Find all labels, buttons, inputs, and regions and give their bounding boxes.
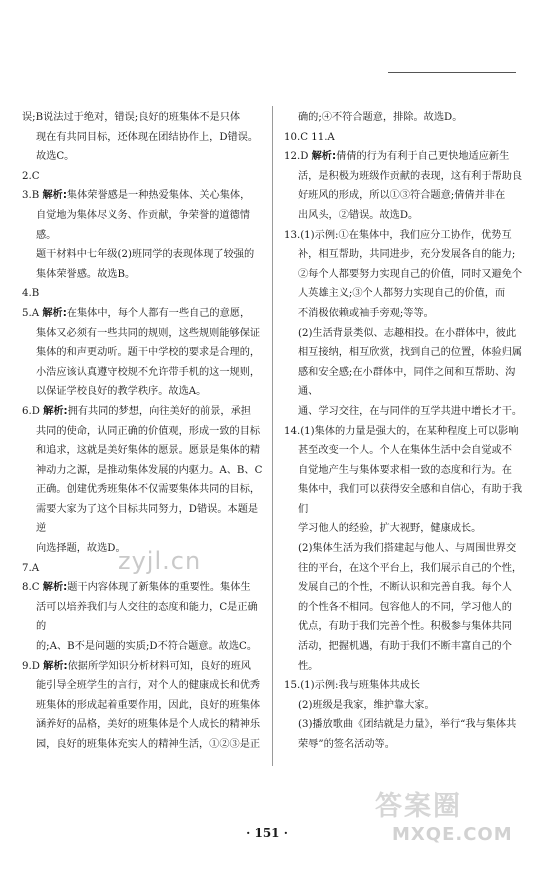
line-text: 感和安全感;在小群体中，同伴之间和互帮助、沟通、: [298, 366, 516, 398]
line-text: 能引导全班学生的言行，对个人的健康成长和优秀: [36, 680, 261, 692]
watermark-daanquan: 答案圈: [375, 791, 462, 822]
line-text: 甚至改变一个人。个人在集体生活中会自觉或不: [298, 445, 512, 457]
answer-line: [22, 598, 264, 637]
analysis-text: 集体荣誉感是一种热爱集体、关心集体，: [66, 190, 251, 202]
answer-line: [284, 617, 528, 637]
answer-line: [284, 343, 528, 363]
answer-line: [284, 206, 528, 226]
answer-line: [22, 343, 264, 363]
line-text: 活动，把握机遇，有助于我们不断丰富自己的个性。: [298, 641, 512, 672]
line-text: 集体的和声更动听。题干中学校的要求是合理的，: [36, 347, 261, 359]
analysis-label: 解析:: [311, 151, 337, 163]
line-text: 13.(1)示例:①在集体中，我们应分工协作，优势互: [284, 229, 512, 241]
line-text: 8.C: [22, 582, 40, 594]
line-text: 15.(1)示例:我与班集体共成长: [284, 680, 420, 692]
answer-line: [284, 167, 528, 187]
answer-line: [284, 284, 528, 304]
line-text: (3)播放歌曲《团结就是力量》，举行“我与集体共: [298, 719, 517, 731]
line-text: (2)生活背景类似、志趣相投。在小群体中，彼此: [298, 327, 517, 339]
line-text: 相互接纳，相互欣赏，找到自己的位置，体验归属: [298, 347, 523, 359]
answer-line: [284, 402, 528, 422]
line-text: 自觉地产生与集体要求相一致的态度和行为。在: [298, 464, 512, 476]
line-text: 集体中，我们可以获得安全感和自信心，有助于我们: [298, 484, 523, 515]
answer-line: [284, 265, 528, 285]
line-text: 涵养好的品格，美好的班集体是个人成长的精神乐: [36, 719, 261, 731]
left-column: [22, 108, 264, 755]
watermark-zyjl: zyjl.cn: [118, 547, 202, 575]
line-text: 往的平台，在这个平台上，我们展示自己的个性，: [298, 562, 523, 574]
answer-line: [284, 461, 528, 481]
answer-line: [284, 422, 528, 442]
analysis-text: 在集体中，每个人都有一些自己的意愿，: [66, 307, 251, 319]
line-text: 10.C 11.A: [284, 131, 335, 143]
line-text: 向选择题，故选D。: [36, 543, 126, 555]
right-column: [284, 108, 528, 755]
answer-line: [284, 519, 528, 539]
analysis-label: 解析:: [43, 660, 68, 672]
answer-line: [284, 559, 528, 579]
answer-line: [22, 422, 264, 442]
answer-line: [284, 226, 528, 246]
header-rule: [388, 72, 516, 73]
answer-line: [284, 128, 528, 148]
answer-line: [284, 715, 528, 735]
line-text: 12.D: [284, 151, 309, 163]
analysis-text: 依据所学知识分析材料可知，良好的班风: [67, 660, 251, 672]
line-text: 集体又必须有一些共同的规则，这些规则能够保证: [36, 327, 261, 339]
answer-line: [22, 676, 264, 696]
line-text: 园，良好的班集体充实人的精神生活，①②③是正: [36, 739, 261, 750]
analysis-text: 拥有共同的梦想，向往美好的前景，承担: [67, 405, 251, 417]
line-text: 好班风的形成，所以①③符合题意;倩倩并非在: [298, 190, 506, 202]
line-text: 出风头，②错误。故选D。: [298, 209, 419, 221]
line-text: 5.A: [22, 307, 40, 319]
answer-line: [284, 147, 528, 167]
answer-line: [22, 578, 264, 598]
line-text: 活可以培养我们与人交往的态度和能力，C是正确的: [36, 601, 258, 633]
answer-line: [22, 167, 264, 187]
line-text: 误;B说法过于绝对，错误;良好的班集体不是只体: [22, 112, 241, 123]
answer-line: [22, 735, 264, 755]
answer-line: [22, 657, 264, 677]
analysis-label: 解析:: [43, 405, 68, 417]
answer-line: [284, 324, 528, 344]
answer-line: [22, 363, 264, 383]
line-text: 人英雄主义;③个人都努力实现自己的价值，而: [298, 288, 506, 300]
answer-line: [22, 715, 264, 735]
line-text: 7.A: [22, 562, 40, 574]
line-text: 神动力之源，是推动集体发展的内驱力。A、B、C: [36, 464, 263, 476]
answer-line: [22, 245, 264, 265]
analysis-label: 解析:: [42, 582, 68, 594]
analysis-text: 倩倩的行为有利于自己更快地适应新生: [336, 151, 510, 163]
line-text: 自觉地为集体尽义务、作贡献，争荣誉的道德情感。: [36, 209, 250, 241]
answer-line: [284, 108, 528, 128]
line-text: 4.B: [22, 288, 40, 300]
answer-line: [22, 461, 264, 481]
line-text: 需要大家为了这个目标共同努力，D错误。本题是逆: [36, 503, 259, 535]
line-text: (2)集体生活为我们搭建起与他人、与周围世界交: [298, 543, 517, 555]
line-text: 优点，有助于我们完善个性。积极参与集体共同: [298, 621, 512, 633]
line-text: ②每个人都要努力实现自己的价值，同时又避免个: [298, 268, 523, 280]
answer-line: [284, 735, 528, 755]
line-text: 现在有共同目标，还体现在团结协作上，D错误。: [36, 131, 259, 143]
line-text: 补，相互帮助，共同进步，充分发展各自的能力;: [298, 249, 516, 261]
line-text: 荣辱”的签名活动等。: [298, 739, 395, 750]
answer-line: [22, 480, 264, 500]
answer-line: [284, 598, 528, 618]
answer-line: [22, 304, 264, 324]
line-text: 6.D: [22, 405, 40, 417]
answer-line: [22, 147, 264, 167]
page-number: · 151 ·: [246, 826, 288, 840]
line-text: 正确。创建优秀班集体不仅需要集体共同的目标，: [36, 484, 261, 496]
line-text: 14.(1)集体的力量是强大的，在某种程度上可以影响: [284, 425, 519, 437]
line-text: 的;A、B不是问题的实质;D不符合题意。故选C。: [36, 641, 258, 653]
answer-line: [284, 480, 528, 519]
answer-line: [284, 363, 528, 402]
analysis-text: 题干内容体现了新集体的重要性。集体生: [67, 582, 251, 594]
line-text: (2)班级是我家，维护靠大家。: [298, 699, 435, 711]
answer-line: [284, 696, 528, 716]
line-text: 集体荣誉感。故选B。: [36, 268, 136, 280]
line-text: 故选C。: [36, 151, 75, 163]
line-text: 学习他人的经验，扩大视野，健康成长。: [298, 523, 482, 535]
line-text: 小浩应该认真遵守校规不允许带手机的这一规则，: [36, 366, 261, 378]
line-text: 共同的使命，认同正确的价值观，形成一致的目标: [36, 425, 261, 437]
column-divider: [272, 106, 273, 766]
answer-line: [22, 284, 264, 304]
line-text: 班集体的形成起着重要作用，因此，良好的班集体: [36, 699, 261, 711]
line-text: 3.B: [22, 190, 40, 202]
answer-line: [284, 539, 528, 559]
line-text: 通、学习交往，在与同伴的互学共进中增长才干。: [298, 405, 523, 417]
answer-line: [22, 265, 264, 285]
line-text: 确的;④不符合题意，排除。故选D。: [298, 112, 463, 123]
answer-line: [284, 186, 528, 206]
line-text: 9.D: [22, 660, 40, 672]
line-text: 以保证学校良好的教学秩序。故选A。: [36, 386, 207, 398]
answer-line: [284, 304, 528, 324]
answer-line: [22, 402, 264, 422]
answer-line: [284, 676, 528, 696]
answer-line: [22, 206, 264, 245]
answer-line: [22, 108, 264, 128]
answer-line: [22, 500, 264, 539]
line-text: 和追求，这就是美好集体的愿景。愿景是集体的精: [36, 445, 261, 457]
answer-line: [284, 637, 528, 676]
answer-line: [284, 578, 528, 598]
watermark-mxqe: MXQE.COM: [392, 824, 513, 845]
answer-line: [22, 441, 264, 461]
answer-line: [22, 128, 264, 148]
line-text: 2.C: [22, 170, 40, 182]
answer-line: [22, 382, 264, 402]
line-text: 的个性各不相同。包容他人的不同，学习他人的: [298, 601, 512, 613]
line-text: 发展自己的个性，不断认识和完善自我。每个人: [298, 582, 512, 594]
answer-line: [22, 186, 264, 206]
analysis-label: 解析:: [42, 190, 67, 202]
line-text: 题干材料中七年级(2)班同学的表现体现了较强的: [36, 249, 255, 261]
answer-line: [22, 324, 264, 344]
answer-line: [22, 696, 264, 716]
answer-line: [284, 245, 528, 265]
line-text: 活，是积极为班级作贡献的表现，这有利于帮助良: [298, 170, 523, 182]
answer-line: [22, 637, 264, 657]
line-text: 不消极依赖或袖手旁观;等等。: [298, 307, 434, 319]
analysis-label: 解析:: [42, 307, 67, 319]
answer-line: [284, 441, 528, 461]
